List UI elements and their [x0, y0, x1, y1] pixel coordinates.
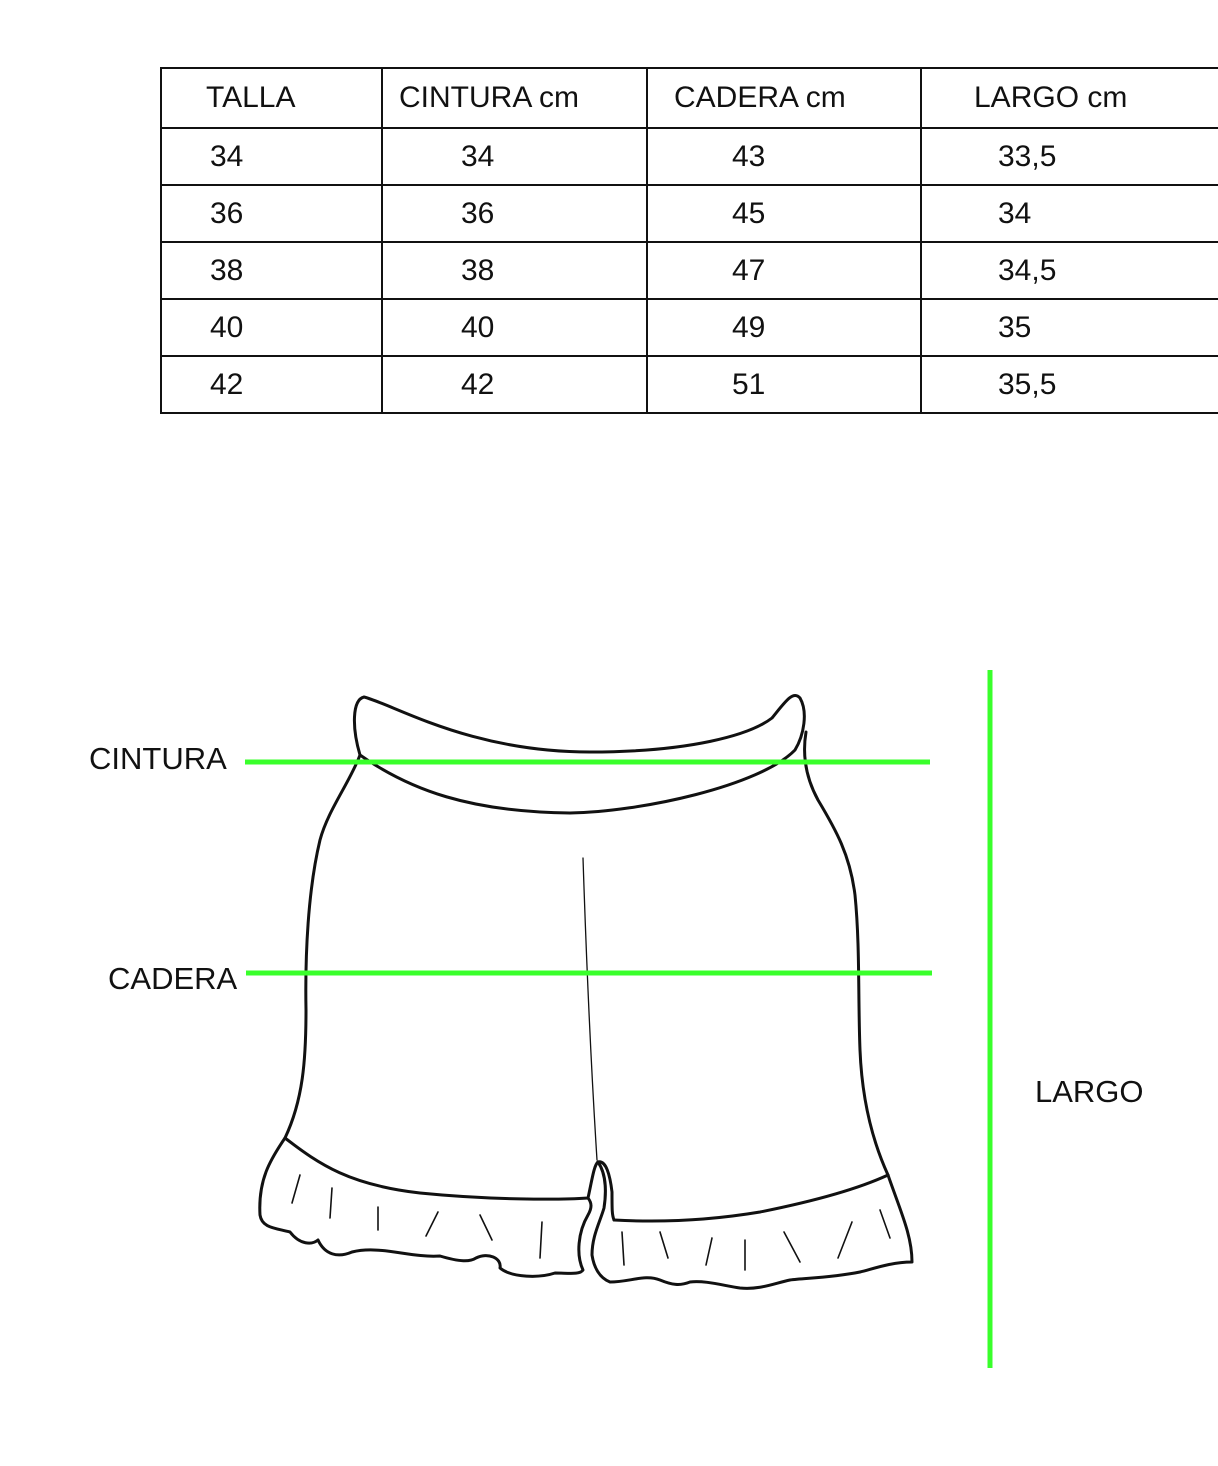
cell-largo: 33,5: [921, 128, 1218, 185]
waistband: [354, 695, 804, 813]
cell-cadera: 43: [647, 128, 921, 185]
header-largo: LARGO cm: [921, 68, 1218, 128]
cell-cintura: 34: [382, 128, 647, 185]
cell-largo: 35: [921, 299, 1218, 356]
cadera-label: CADERA: [108, 961, 238, 996]
largo-label: LARGO: [1035, 1074, 1144, 1109]
cell-cintura: 42: [382, 356, 647, 413]
left-ruffle-gathers: [292, 1175, 542, 1258]
right-ruffle: [592, 1162, 912, 1288]
cell-cadera: 45: [647, 185, 921, 242]
cell-talla: 40: [161, 299, 382, 356]
cell-largo: 35,5: [921, 356, 1218, 413]
measurement-lines: [245, 670, 990, 1368]
cell-cintura: 40: [382, 299, 647, 356]
header-cadera: CADERA cm: [647, 68, 921, 128]
cell-cadera: 49: [647, 299, 921, 356]
cell-cadera: 47: [647, 242, 921, 299]
shorts-right-side: [805, 732, 889, 1175]
cell-talla: 36: [161, 185, 382, 242]
cell-talla: 34: [161, 128, 382, 185]
shorts-left-side: [285, 755, 360, 1138]
cell-talla: 38: [161, 242, 382, 299]
center-seam: [583, 858, 597, 1160]
cell-cadera: 51: [647, 356, 921, 413]
cell-largo: 34: [921, 185, 1218, 242]
right-ruffle-gathers: [622, 1210, 890, 1270]
cell-largo: 34,5: [921, 242, 1218, 299]
cell-cintura: 38: [382, 242, 647, 299]
header-talla: TALLA: [161, 68, 382, 128]
header-cintura: CINTURA cm: [382, 68, 647, 128]
cintura-label: CINTURA: [89, 741, 227, 776]
right-hem-seam: [614, 1175, 888, 1221]
shorts-outline: [260, 695, 912, 1288]
cell-cintura: 36: [382, 185, 647, 242]
left-ruffle: [260, 1138, 591, 1276]
cell-talla: 42: [161, 356, 382, 413]
